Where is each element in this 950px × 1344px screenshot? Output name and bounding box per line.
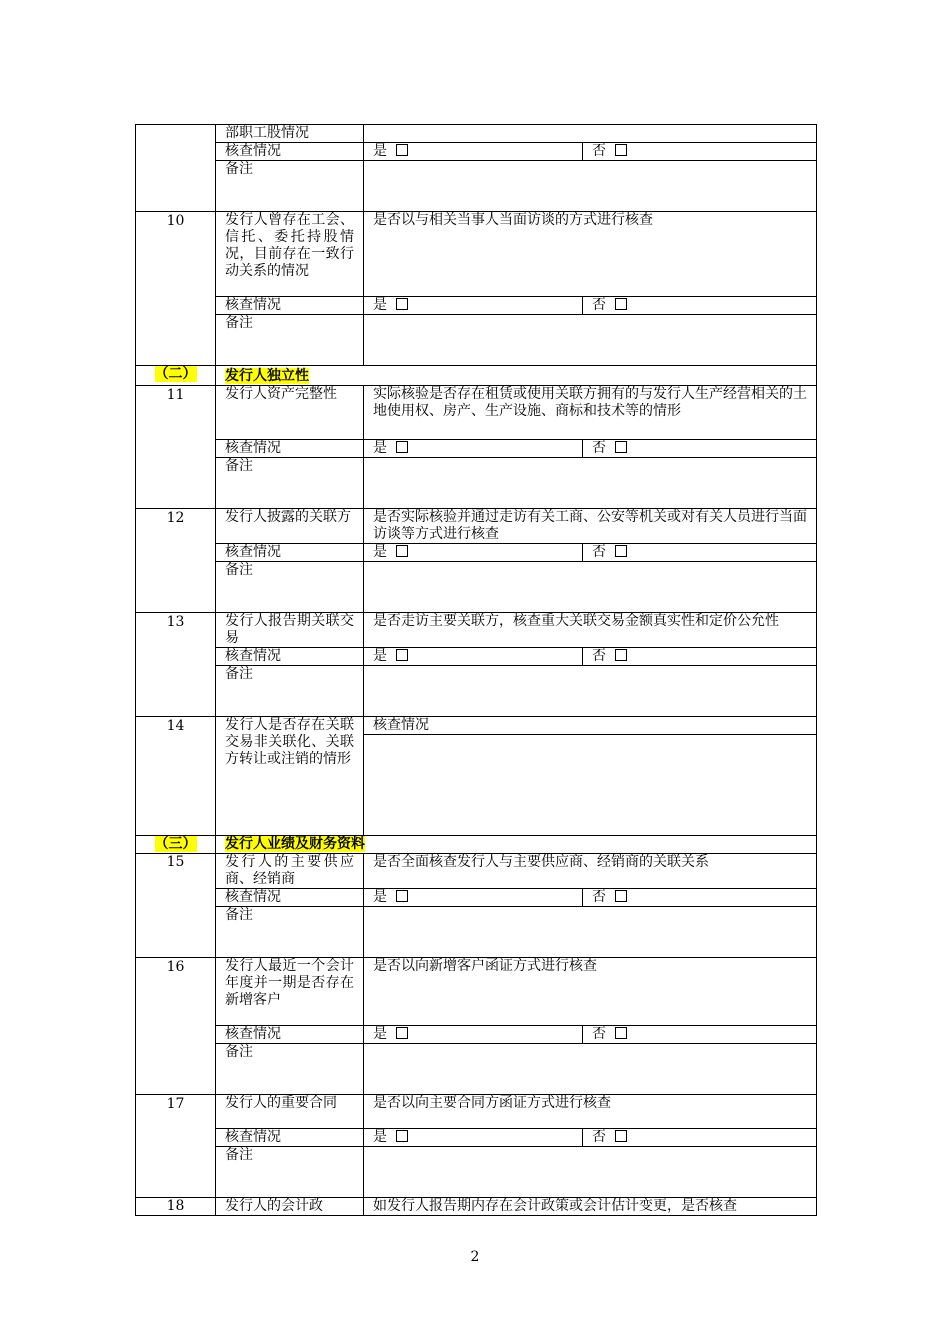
section-title bbox=[216, 366, 817, 386]
remarks-label: 备注 bbox=[216, 458, 364, 509]
yes-label: 是 bbox=[373, 440, 387, 456]
no-label: 否 bbox=[592, 143, 606, 159]
item-number: 18 bbox=[136, 1198, 216, 1216]
section-header-row bbox=[136, 836, 817, 854]
no-option[interactable] bbox=[583, 544, 817, 562]
yes-checkbox[interactable] bbox=[396, 1130, 408, 1142]
section-number-text: （二） bbox=[154, 366, 197, 382]
no-checkbox[interactable] bbox=[615, 545, 627, 557]
remarks-label: 备注 bbox=[216, 562, 364, 613]
table-row bbox=[136, 143, 817, 161]
yes-option[interactable] bbox=[364, 544, 583, 562]
item-description: 发行人的主要供应商、经销商 bbox=[216, 854, 364, 889]
no-checkbox[interactable] bbox=[615, 890, 627, 902]
no-option[interactable] bbox=[583, 889, 817, 907]
table-row bbox=[136, 509, 817, 544]
remarks-field[interactable] bbox=[364, 562, 817, 613]
no-label: 否 bbox=[592, 1129, 606, 1145]
remarks-label: 备注 bbox=[216, 315, 364, 366]
check-method: 如发行人报告期内存在会计政策或会计估计变更，是否核查 bbox=[364, 1198, 817, 1216]
remarks-label: 备注 bbox=[216, 161, 364, 212]
remarks-field[interactable] bbox=[364, 1147, 817, 1198]
table-row bbox=[136, 1147, 817, 1198]
yes-option[interactable] bbox=[364, 143, 583, 161]
item-description: 发行人的重要合同 bbox=[216, 1095, 364, 1129]
table-row bbox=[136, 297, 817, 315]
item-number: 15 bbox=[136, 854, 216, 958]
section-number bbox=[136, 366, 216, 386]
item-description: 发行人披露的关联方 bbox=[216, 509, 364, 544]
yes-label: 是 bbox=[373, 1026, 387, 1042]
item-number: 10 bbox=[136, 212, 216, 366]
check-status-label: 核查情况 bbox=[216, 297, 364, 315]
check-method: 是否以与相关当事人当面访谈的方式进行核查 bbox=[364, 212, 817, 297]
table-row bbox=[136, 1095, 817, 1129]
check-status-label: 核查情况 bbox=[216, 1129, 364, 1147]
check-method-cell bbox=[364, 125, 817, 143]
table-row bbox=[136, 666, 817, 717]
remarks-label: 备注 bbox=[216, 666, 364, 717]
table-row bbox=[136, 1044, 817, 1095]
yes-checkbox[interactable] bbox=[396, 545, 408, 557]
no-label: 否 bbox=[592, 648, 606, 664]
item-description: 发行人最近一个会计年度并一期是否存在新增客户 bbox=[216, 958, 364, 1026]
no-label: 否 bbox=[592, 889, 606, 905]
no-option[interactable] bbox=[583, 143, 817, 161]
item-description: 发行人报告期关联交易 bbox=[216, 613, 364, 648]
remarks-field[interactable] bbox=[364, 666, 817, 717]
no-option[interactable] bbox=[583, 440, 817, 458]
item-number: 17 bbox=[136, 1095, 216, 1198]
remarks-label: 备注 bbox=[216, 1147, 364, 1198]
yes-label: 是 bbox=[373, 143, 387, 159]
item-description: 发行人是否存在关联交易非关联化、关联方转让或注销的情形 bbox=[216, 717, 364, 836]
yes-label: 是 bbox=[373, 648, 387, 664]
check-method: 是否以向新增客户函证方式进行核查 bbox=[364, 958, 817, 1026]
page-number: 2 bbox=[470, 1249, 480, 1265]
table-row bbox=[136, 1129, 817, 1147]
remarks-field[interactable] bbox=[364, 1044, 817, 1095]
check-method: 是否实际核验并通过走访有关工商、公安等机关或对有关人员进行当面访谈等方式进行核查 bbox=[364, 509, 817, 544]
remarks-field[interactable] bbox=[364, 315, 817, 366]
verification-table bbox=[135, 124, 817, 1216]
item-number: 14 bbox=[136, 717, 216, 836]
check-status-label: 核查情况 bbox=[216, 143, 364, 161]
item-number: 13 bbox=[136, 613, 216, 717]
table-row bbox=[136, 613, 817, 648]
no-option[interactable] bbox=[583, 648, 817, 666]
no-option[interactable] bbox=[583, 1026, 817, 1044]
check-status-label: 核查情况 bbox=[216, 889, 364, 907]
no-checkbox[interactable] bbox=[615, 144, 627, 156]
no-checkbox[interactable] bbox=[615, 298, 627, 310]
item-description: 发行人曾存在工会、信托、委托持股情况，目前存在一致行动关系的情况 bbox=[216, 212, 364, 297]
yes-option[interactable] bbox=[364, 1129, 583, 1147]
no-checkbox[interactable] bbox=[615, 1027, 627, 1039]
item-description: 发行人资产完整性 bbox=[216, 386, 364, 440]
item-number: 11 bbox=[136, 386, 216, 509]
table-row bbox=[136, 386, 817, 440]
yes-checkbox[interactable] bbox=[396, 649, 408, 661]
check-method: 是否全面核查发行人与主要供应商、经销商的关联关系 bbox=[364, 854, 817, 889]
check-status-label: 核查情况 bbox=[216, 440, 364, 458]
table-row bbox=[136, 315, 817, 366]
yes-label: 是 bbox=[373, 889, 387, 905]
section-number-text: （三） bbox=[154, 836, 197, 852]
no-checkbox[interactable] bbox=[615, 441, 627, 453]
yes-label: 是 bbox=[373, 1129, 387, 1145]
table-row bbox=[136, 907, 817, 958]
section-title-text: 发行人业绩及财务资料 bbox=[225, 836, 365, 852]
yes-checkbox[interactable] bbox=[396, 1027, 408, 1039]
yes-label: 是 bbox=[373, 297, 387, 313]
table-row bbox=[136, 440, 817, 458]
yes-checkbox[interactable] bbox=[396, 890, 408, 902]
table-row bbox=[136, 854, 817, 889]
remarks-field[interactable] bbox=[364, 907, 817, 958]
yes-label: 是 bbox=[373, 544, 387, 560]
yes-option[interactable] bbox=[364, 1026, 583, 1044]
item-description: 部职工股情况 bbox=[216, 125, 364, 143]
check-method: 是否走访主要关联方，核查重大关联交易金额真实性和定价公允性 bbox=[364, 613, 817, 648]
item-number: 16 bbox=[136, 958, 216, 1095]
no-label: 否 bbox=[592, 440, 606, 456]
check-status-label: 核查情况 bbox=[216, 1026, 364, 1044]
check-method: 实际核验是否存在租赁或使用关联方拥有的与发行人生产经营相关的土地使用权、房产、生产设施、商标和技术等的情形 bbox=[364, 386, 817, 440]
no-label: 否 bbox=[592, 544, 606, 560]
item-number: 12 bbox=[136, 509, 216, 613]
yes-option[interactable] bbox=[364, 297, 583, 315]
remarks-field[interactable] bbox=[364, 458, 817, 509]
no-label: 否 bbox=[592, 1026, 606, 1042]
yes-checkbox[interactable] bbox=[396, 441, 408, 453]
table-row bbox=[136, 1198, 817, 1216]
no-option[interactable] bbox=[583, 1129, 817, 1147]
item-number-cell bbox=[136, 125, 216, 212]
table-row bbox=[136, 212, 817, 297]
yes-option[interactable] bbox=[364, 440, 583, 458]
yes-checkbox[interactable] bbox=[396, 144, 408, 156]
section-title bbox=[216, 836, 817, 854]
check-method: 是否以向主要合同方函证方式进行核查 bbox=[364, 1095, 817, 1129]
table-row bbox=[136, 161, 817, 212]
table-row bbox=[136, 717, 817, 735]
yes-option[interactable] bbox=[364, 648, 583, 666]
remarks-label: 备注 bbox=[216, 907, 364, 958]
section-title-text: 发行人独立性 bbox=[225, 368, 309, 384]
yes-checkbox[interactable] bbox=[396, 298, 408, 310]
no-label: 否 bbox=[592, 297, 606, 313]
check-status-field[interactable] bbox=[364, 735, 817, 836]
table-row bbox=[136, 1026, 817, 1044]
item-description: 发行人的会计政 bbox=[216, 1198, 364, 1216]
table-row bbox=[136, 125, 817, 143]
table-row bbox=[136, 889, 817, 907]
no-checkbox[interactable] bbox=[615, 649, 627, 661]
check-status-label: 核查情况 bbox=[216, 544, 364, 562]
check-status-label: 核查情况 bbox=[216, 648, 364, 666]
table-row bbox=[136, 958, 817, 1026]
no-option[interactable] bbox=[583, 297, 817, 315]
check-method: 核查情况 bbox=[364, 717, 817, 735]
section-header-row bbox=[136, 366, 817, 386]
remarks-field[interactable] bbox=[364, 161, 817, 212]
table-row bbox=[136, 562, 817, 613]
remarks-label: 备注 bbox=[216, 1044, 364, 1095]
no-checkbox[interactable] bbox=[615, 1130, 627, 1142]
yes-option[interactable] bbox=[364, 889, 583, 907]
table-row bbox=[136, 544, 817, 562]
table-row bbox=[136, 458, 817, 509]
section-number bbox=[136, 836, 216, 854]
table-row bbox=[136, 648, 817, 666]
